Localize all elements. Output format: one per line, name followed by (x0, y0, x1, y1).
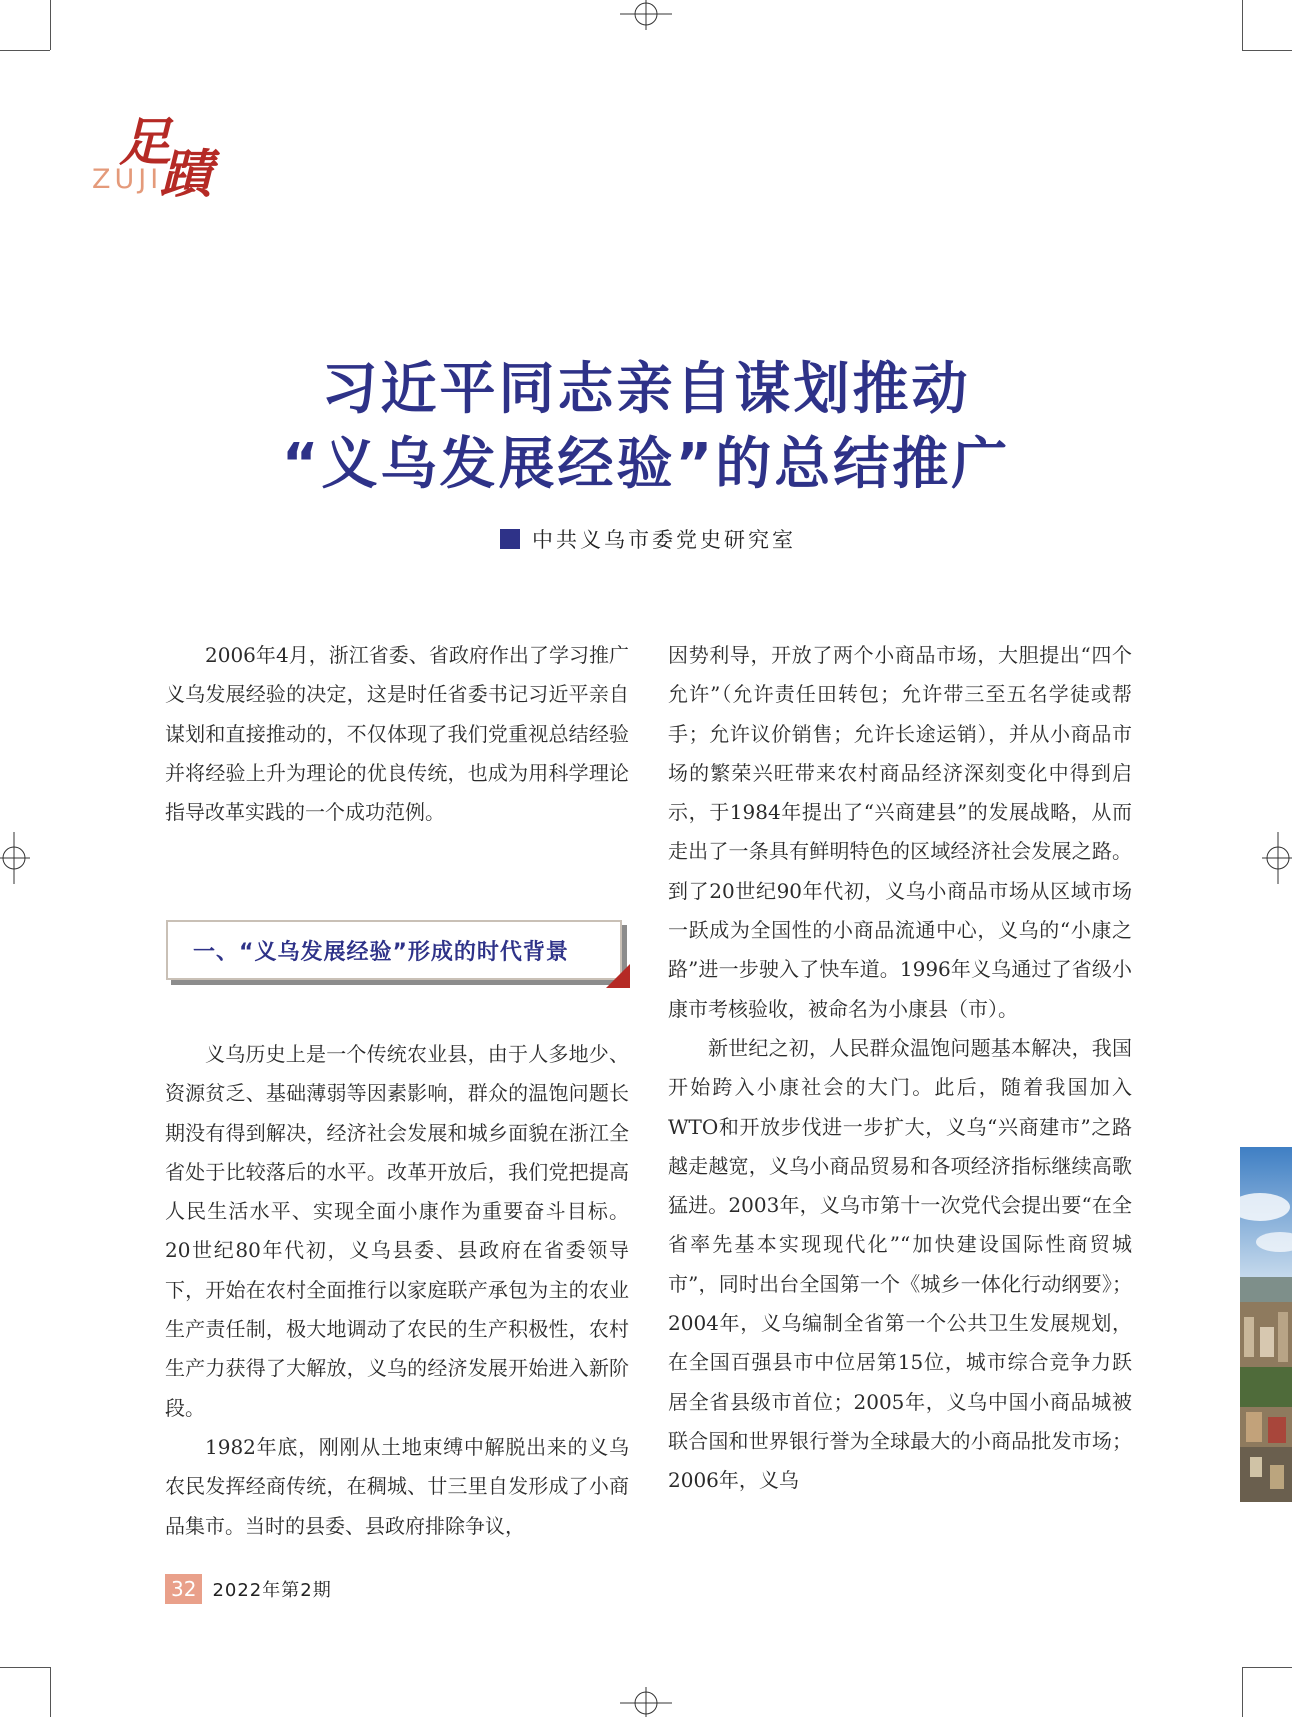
registration-mark-icon (620, 1687, 672, 1717)
crop-mark (50, 0, 51, 50)
square-bullet-icon (500, 529, 520, 549)
page-number: 32 (165, 1574, 202, 1604)
logo-char-top: 足 (119, 112, 172, 173)
paragraph: 2006年4月，浙江省委、省政府作出了学习推广义乌发展经验的决定，这是时任省委书记习近平亲自谋划和直接推动的，不仅体现了我们党重视总结经验并将经验上升为理论的优良传统，也成为用科学理论指导改革实践的一个成功范例。 (165, 643, 629, 825)
registration-mark-icon (1262, 832, 1292, 884)
paragraph: 因势利导，开放了两个小商品市场，大胆提出“四个允许”（允许责任田转包；允许带三至五名学徒或帮手；允许议价销售；允许长途运销），并从小商品市场的繁荣兴旺带来农村商品经济深刻变化中得到启示，于1984年提出了“兴商建县”的发展战略，从而走出了一条具有鲜明特色的区域经济社会发展之路。到了20世纪90年代初，义乌小商品市场从区域市场一跃成为全国性的小商品流通中心，义乌的“小康之路”进一步驶入了快车道。1996年义乌通过了省级小康市考核验收，被命名为小康县（市）。 (668, 643, 1132, 1021)
column-right (668, 636, 1132, 1501)
author-byline (500, 522, 796, 556)
crop-mark (0, 50, 50, 51)
page-footer (165, 1574, 332, 1604)
author-name: 中共义乌市委党史研究室 (532, 528, 796, 552)
crop-mark (50, 1667, 51, 1717)
column-logo (92, 100, 232, 205)
city-photo-strip (1240, 1147, 1292, 1502)
paragraph: 1982年底，刚刚从土地束缚中解脱出来的义乌农民发挥经商传统，在稠城、廿三里自发形成了小商品集市。当时的县委、县政府排除争议， (165, 1434, 629, 1538)
column-left-body (165, 1035, 629, 1546)
crop-mark (0, 1667, 50, 1668)
crop-mark (1242, 1667, 1243, 1717)
registration-mark-icon (0, 832, 30, 884)
logo-char-bottom: 蹟 (160, 144, 213, 205)
article-title-line2: “义乌发展经验”的总结推广 (281, 432, 1011, 497)
article-title-line1: 习近平同志亲自谋划推动 (321, 357, 971, 422)
crop-mark (1242, 50, 1292, 51)
column-left-intro (165, 636, 629, 832)
crop-mark (1242, 0, 1243, 50)
logo-pinyin: ZUJI (92, 164, 163, 195)
corner-triangle-icon (606, 964, 630, 988)
section-heading: 一、“义乌发展经验”形成的时代背景 (193, 939, 569, 965)
registration-mark-icon (620, 0, 672, 30)
paragraph: 新世纪之初，人民群众温饱问题基本解决，我国开始跨入小康社会的大门。此后，随着我国加入WTO和开放步伐进一步扩大，义乌“兴商建市”之路越走越宽，义乌小商品贸易和各项经济指标继续高歌猛进。2003年，义乌市第十一次党代会提出要“在全省率先基本实现现代化”“加快建设国际性商贸城市”，同时出台全国第一个《城乡一体化行动纲要》；2004年，义乌编制全省第一个公共卫生发展规划，在全国百强县市中位居第15位，城市综合竞争力跃居全省县级市首位；2005年，义乌中国小商品城被联合国和世界银行誉为全球最大的小商品批发市场；2006年，义乌 (668, 1035, 1132, 1493)
crop-mark (1242, 1667, 1292, 1668)
section-heading-box (166, 920, 622, 980)
paragraph: 义乌历史上是一个传统农业县，由于人多地少、资源贫乏、基础薄弱等因素影响，群众的温饱问题长期没有得到解决，经济社会发展和城乡面貌在浙江全省处于比较落后的水平。改革开放后，我们党把提高人民生活水平、实现全面小康作为重要奋斗目标。20世纪80年代初，义乌县委、县政府在省委领导下，开始在农村全面推行以家庭联产承包为主的农业生产责任制，极大地调动了农民的生产积极性，农村生产力获得了大解放，义乌的经济发展开始进入新阶段。 (165, 1042, 629, 1420)
issue-label: 2022年第2期 (212, 1580, 332, 1601)
